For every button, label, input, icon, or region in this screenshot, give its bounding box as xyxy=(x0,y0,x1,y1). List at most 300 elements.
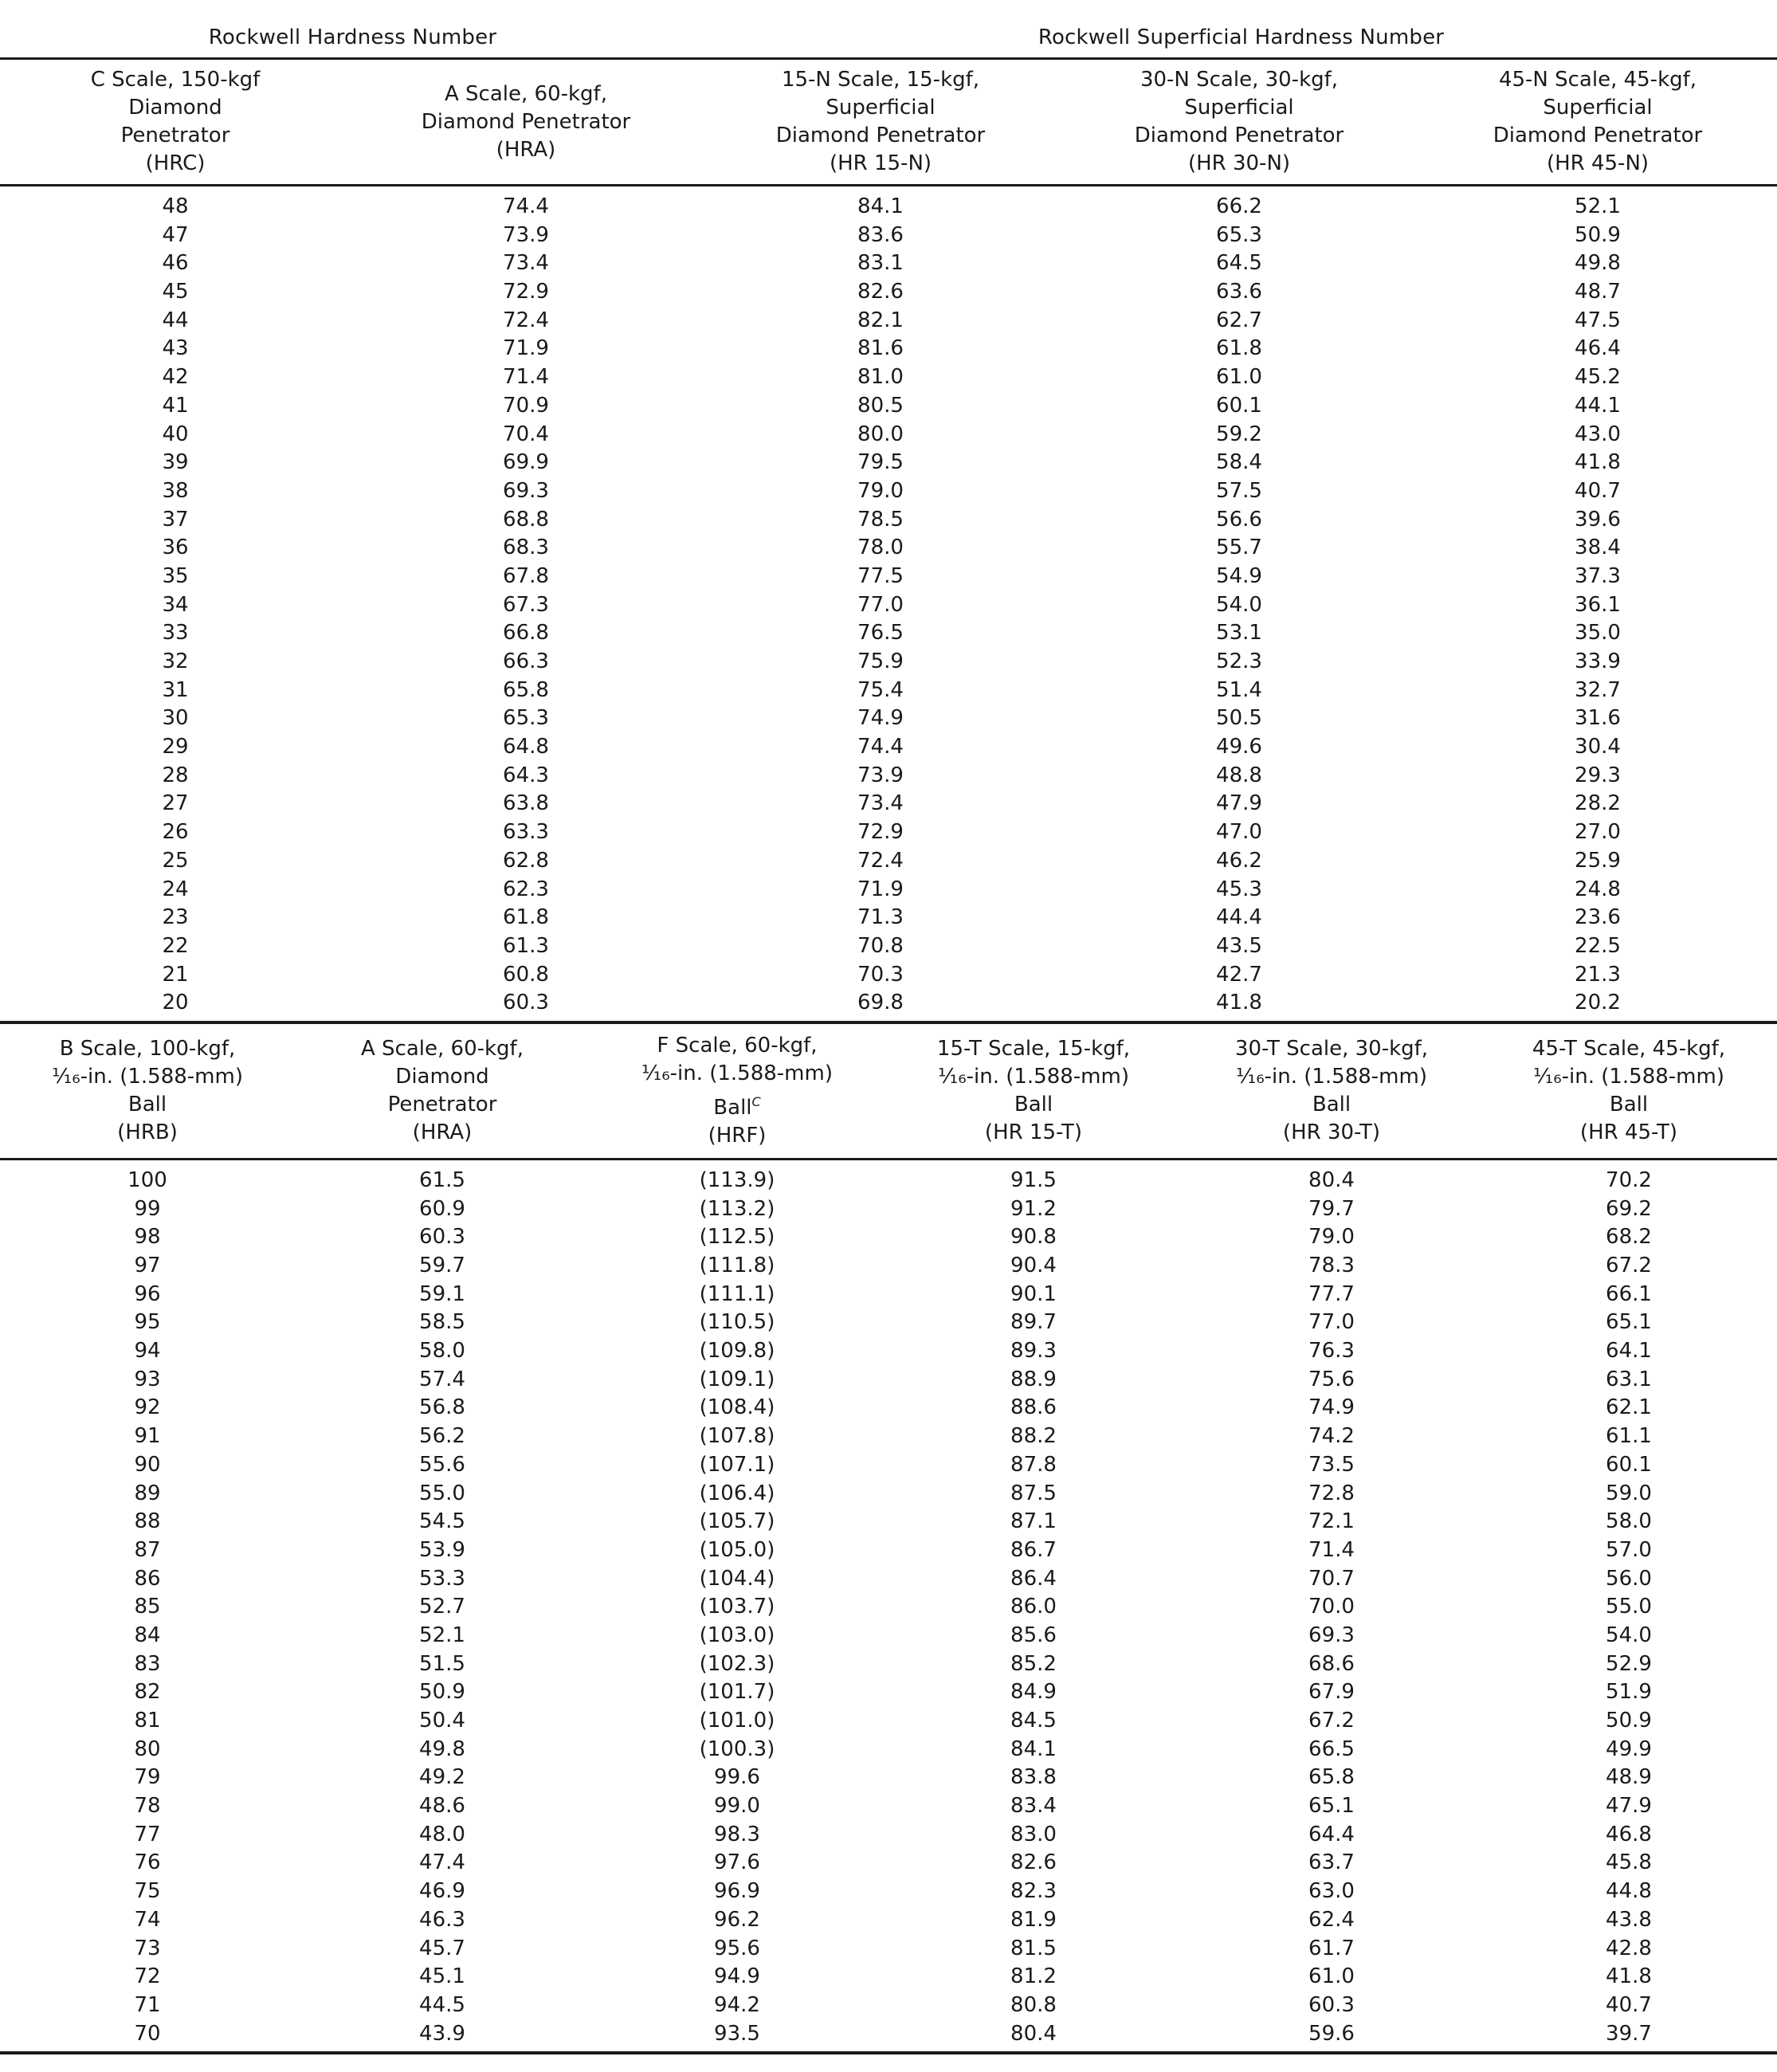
cell-hr15n: 84.1 xyxy=(857,194,904,218)
cell-hr30n: 59.2 xyxy=(1216,422,1262,446)
cell-hrc: 48 xyxy=(162,194,189,218)
table-row xyxy=(0,1281,1777,1309)
cell-hra: 46.9 xyxy=(419,1879,465,1904)
cell-hr15n: 76.5 xyxy=(857,621,904,646)
cell-hr15n: 80.0 xyxy=(857,422,904,446)
cell-hrc: 42 xyxy=(162,365,189,390)
cell-hr30t: 67.2 xyxy=(1308,1709,1355,1733)
cell-hr15t: 80.8 xyxy=(1010,1992,1057,2017)
table-row xyxy=(0,591,1777,620)
cell-hr15n: 81.0 xyxy=(857,365,904,390)
cell-hr30n: 47.9 xyxy=(1216,791,1262,816)
cell-hrc: 38 xyxy=(162,478,189,503)
cell-hr30t: 76.3 xyxy=(1308,1339,1355,1364)
cell-hr15n: 83.6 xyxy=(857,222,904,247)
table-row xyxy=(0,704,1777,733)
cell-hra: 60.9 xyxy=(419,1196,465,1221)
cell-hr30t: 65.8 xyxy=(1308,1765,1355,1790)
cell-hr30n: 58.4 xyxy=(1216,450,1262,475)
cell-hra: 67.3 xyxy=(503,592,549,617)
cell-hr30n: 46.2 xyxy=(1216,848,1262,873)
cell-hr15n: 79.0 xyxy=(857,478,904,503)
cell-hra: 55.6 xyxy=(419,1452,465,1477)
cell-hra: 48.6 xyxy=(419,1794,465,1819)
cell-hra: 51.5 xyxy=(419,1651,465,1676)
table-row xyxy=(0,193,1777,222)
table-row xyxy=(0,1764,1777,1792)
cell-hr30t: 70.0 xyxy=(1308,1595,1355,1619)
cell-hra: 45.7 xyxy=(419,1936,465,1960)
cell-hr15n: 73.9 xyxy=(857,763,904,787)
cell-hr30n: 49.6 xyxy=(1216,735,1262,759)
cell-hrf: (107.8) xyxy=(699,1424,775,1449)
cell-hr45n: 20.2 xyxy=(1575,991,1621,1015)
cell-hr15t: 90.1 xyxy=(1010,1281,1057,1306)
cell-hrf: 96.9 xyxy=(714,1879,760,1904)
cell-hr15t: 87.1 xyxy=(1010,1509,1057,1534)
cell-hr45t: 56.0 xyxy=(1606,1566,1652,1591)
cell-hr45t: 42.8 xyxy=(1606,1936,1652,1960)
cell-hr15n: 78.5 xyxy=(857,507,904,532)
cell-hr30n: 57.5 xyxy=(1216,478,1262,503)
cell-hr30n: 62.7 xyxy=(1216,308,1262,332)
cell-hr30n: 52.3 xyxy=(1216,649,1262,673)
cell-hra: 52.1 xyxy=(419,1623,465,1647)
cell-hr15t: 84.1 xyxy=(1010,1736,1057,1761)
cell-hr15n: 72.4 xyxy=(857,848,904,873)
cell-hr45n: 40.7 xyxy=(1575,478,1621,503)
table-row xyxy=(0,1622,1777,1650)
cell-hrc: 47 xyxy=(162,222,189,247)
cell-hr15t: 86.7 xyxy=(1010,1537,1057,1562)
cell-hrb: 79 xyxy=(134,1765,161,1790)
cell-hr15n: 71.9 xyxy=(857,877,904,901)
cell-hr45t: 50.9 xyxy=(1606,1709,1652,1733)
cell-hr30t: 74.2 xyxy=(1308,1424,1355,1449)
table-row xyxy=(0,222,1777,250)
cell-hrb: 91 xyxy=(134,1424,161,1449)
cell-hr45t: 47.9 xyxy=(1606,1794,1652,1819)
cell-hr45t: 70.2 xyxy=(1606,1167,1652,1192)
cell-hrb: 72 xyxy=(134,1964,161,1989)
cell-hr15t: 85.2 xyxy=(1010,1651,1057,1676)
cell-hr15t: 83.0 xyxy=(1010,1822,1057,1846)
cell-hrf: (104.4) xyxy=(699,1566,775,1591)
cell-hra: 57.4 xyxy=(419,1367,465,1391)
table-row xyxy=(0,1223,1777,1252)
cell-hrf: (103.7) xyxy=(699,1595,775,1619)
cell-hr45t: 41.8 xyxy=(1606,1964,1652,1989)
column-header-hr30n: 30-N Scale, 30-kgf, Superficial Diamond Penetrator (HR 30-N) xyxy=(1134,68,1344,175)
cell-hr30t: 63.7 xyxy=(1308,1850,1355,1875)
cell-hr45t: 48.9 xyxy=(1606,1765,1652,1790)
table-row xyxy=(0,1565,1777,1594)
table-row xyxy=(0,847,1777,876)
cell-hr30t: 62.4 xyxy=(1308,1907,1355,1932)
cell-hr30n: 60.1 xyxy=(1216,393,1262,418)
table-body xyxy=(0,186,1777,1021)
cell-hrc: 43 xyxy=(162,336,189,361)
table-row xyxy=(0,1394,1777,1423)
table-row xyxy=(0,876,1777,905)
cell-hr30t: 64.4 xyxy=(1308,1822,1355,1846)
table-row xyxy=(0,477,1777,506)
cell-hr15t: 81.9 xyxy=(1010,1907,1057,1932)
column-header-hrf: F Scale, 60-kgf, ⅟₁₆-in. (1.588-mm) Ball$^C$ (HRF) xyxy=(641,1033,833,1148)
cell-hrb: 96 xyxy=(134,1281,161,1306)
cell-hr30n: 43.5 xyxy=(1216,933,1262,958)
table-row xyxy=(0,449,1777,477)
cell-hrb: 89 xyxy=(134,1481,161,1505)
cell-hrb: 86 xyxy=(134,1566,161,1591)
cell-hr30n: 42.7 xyxy=(1216,962,1262,987)
cell-hra: 50.9 xyxy=(419,1680,465,1705)
cell-hr15n: 74.9 xyxy=(857,706,904,731)
cell-hr45n: 36.1 xyxy=(1575,592,1621,617)
cell-hrf: (101.0) xyxy=(699,1709,775,1733)
cell-hra: 49.8 xyxy=(419,1736,465,1761)
cell-hr15n: 78.0 xyxy=(857,536,904,560)
cell-hr30n: 61.8 xyxy=(1216,336,1262,361)
cell-hr30n: 54.0 xyxy=(1216,592,1262,617)
table-row xyxy=(0,1451,1777,1480)
cell-hra: 73.4 xyxy=(503,251,549,276)
table-row xyxy=(0,1309,1777,1337)
table-row xyxy=(0,677,1777,705)
cell-hra: 64.3 xyxy=(503,763,549,787)
table-row xyxy=(0,1792,1777,1821)
cell-hrf: (106.4) xyxy=(699,1481,775,1505)
cell-hr45t: 43.8 xyxy=(1606,1907,1652,1932)
cell-hr30n: 56.6 xyxy=(1216,507,1262,532)
cell-hrc: 32 xyxy=(162,649,189,673)
cell-hrc: 41 xyxy=(162,393,189,418)
cell-hr45t: 61.1 xyxy=(1606,1424,1652,1449)
cell-hr45n: 50.9 xyxy=(1575,222,1621,247)
table-row xyxy=(0,1707,1777,1736)
table-row xyxy=(0,904,1777,932)
cell-hrf: (111.1) xyxy=(699,1281,775,1306)
cell-hrc: 23 xyxy=(162,905,189,930)
cell-hr15n: 82.6 xyxy=(857,280,904,304)
cell-hrc: 30 xyxy=(162,706,189,731)
cell-hr30t: 77.7 xyxy=(1308,1281,1355,1306)
cell-hr30t: 60.3 xyxy=(1308,1992,1355,2017)
cell-hrf: (107.1) xyxy=(699,1452,775,1477)
table-row xyxy=(0,307,1777,336)
cell-hr15t: 88.9 xyxy=(1010,1367,1057,1391)
table-row xyxy=(0,421,1777,449)
cell-hr15t: 86.4 xyxy=(1010,1566,1057,1591)
cell-hrc: 46 xyxy=(162,251,189,276)
cell-hr45n: 45.2 xyxy=(1575,365,1621,390)
cell-hr30t: 69.3 xyxy=(1308,1623,1355,1647)
table-row xyxy=(0,278,1777,307)
cell-hr30t: 72.8 xyxy=(1308,1481,1355,1505)
cell-hrf: 94.2 xyxy=(714,1992,760,2017)
cell-hr45n: 28.2 xyxy=(1575,791,1621,816)
table-row xyxy=(0,818,1777,847)
table-row xyxy=(0,392,1777,421)
cell-hr15t: 91.2 xyxy=(1010,1196,1057,1221)
cell-hr30t: 78.3 xyxy=(1308,1254,1355,1277)
cell-hra: 61.5 xyxy=(419,1167,465,1192)
cell-hrc: 35 xyxy=(162,563,189,588)
cell-hrc: 20 xyxy=(162,991,189,1015)
cell-hr45t: 62.1 xyxy=(1606,1395,1652,1420)
cell-hr15t: 90.4 xyxy=(1010,1254,1057,1277)
table-row xyxy=(0,1195,1777,1224)
cell-hrb: 92 xyxy=(134,1395,161,1420)
cell-hr45t: 58.0 xyxy=(1606,1509,1652,1534)
rockwell-c-conversion-table xyxy=(0,0,1777,1024)
cell-hr45n: 25.9 xyxy=(1575,848,1621,873)
cell-hra: 62.3 xyxy=(503,877,549,901)
cell-hrf: (102.3) xyxy=(699,1651,775,1676)
cell-hr15t: 89.7 xyxy=(1010,1310,1057,1335)
column-header-hrc: C Scale, 150-kgf Diamond Penetrator (HRC) xyxy=(90,68,261,175)
cell-hra: 60.3 xyxy=(419,1225,465,1250)
cell-hrc: 21 xyxy=(162,962,189,987)
cell-hr45n: 44.1 xyxy=(1575,393,1621,418)
cell-hr45t: 66.1 xyxy=(1606,1281,1652,1306)
cell-hrb: 76 xyxy=(134,1850,161,1875)
cell-hr15n: 82.1 xyxy=(857,308,904,332)
cell-hr30t: 66.5 xyxy=(1308,1736,1355,1761)
cell-hrb: 80 xyxy=(134,1736,161,1761)
cell-hr45t: 52.9 xyxy=(1606,1651,1652,1676)
cell-hr45t: 65.1 xyxy=(1606,1310,1652,1335)
cell-hr45t: 44.8 xyxy=(1606,1879,1652,1904)
column-header-hr45t: 45-T Scale, 45-kgf, ⅟₁₆-in. (1.588-mm) Ball (HR 45-T) xyxy=(1532,1036,1726,1144)
cell-hr45n: 33.9 xyxy=(1575,649,1621,673)
cell-hr30n: 66.2 xyxy=(1216,194,1262,218)
cell-hr15n: 72.9 xyxy=(857,820,904,845)
cell-hrb: 77 xyxy=(134,1822,161,1846)
cell-hr15n: 70.3 xyxy=(857,962,904,987)
cell-hr15t: 88.2 xyxy=(1010,1424,1057,1449)
cell-hrb: 94 xyxy=(134,1339,161,1364)
column-header-row xyxy=(0,1024,1777,1158)
cell-hr15n: 80.5 xyxy=(857,393,904,418)
cell-hra: 48.0 xyxy=(419,1822,465,1846)
cell-hra: 63.8 xyxy=(503,791,549,816)
table-row xyxy=(0,648,1777,677)
cell-hr30t: 68.6 xyxy=(1308,1651,1355,1676)
cell-hr15t: 88.6 xyxy=(1010,1395,1057,1420)
cell-hr45n: 27.0 xyxy=(1575,820,1621,845)
cell-hr15t: 83.8 xyxy=(1010,1765,1057,1790)
table-row xyxy=(0,932,1777,961)
cell-hr45n: 24.8 xyxy=(1575,877,1621,901)
cell-hrf: (110.5) xyxy=(699,1310,775,1335)
cell-hrc: 26 xyxy=(162,820,189,845)
cell-hrf: (101.7) xyxy=(699,1680,775,1705)
cell-hrf: (100.3) xyxy=(699,1736,775,1761)
cell-hr30n: 48.8 xyxy=(1216,763,1262,787)
table-row xyxy=(0,1167,1777,1195)
cell-hr30t: 61.7 xyxy=(1308,1936,1355,1960)
column-header-hrb: B Scale, 100-kgf, ⅟₁₆-in. (1.588-mm) Ball (HRB) xyxy=(52,1036,243,1144)
cell-hr45n: 52.1 xyxy=(1575,194,1621,218)
table-row xyxy=(0,733,1777,762)
table-row xyxy=(0,249,1777,278)
cell-hra: 62.8 xyxy=(503,848,549,873)
column-header-hra: A Scale, 60-kgf, Diamond Penetrator (HRA) xyxy=(361,1036,524,1144)
table-row xyxy=(0,1337,1777,1366)
cell-hrc: 40 xyxy=(162,422,189,446)
cell-hr30n: 63.6 xyxy=(1216,280,1262,304)
cell-hr15n: 70.8 xyxy=(857,933,904,958)
cell-hr15t: 81.2 xyxy=(1010,1964,1057,1989)
cell-hr30t: 65.1 xyxy=(1308,1794,1355,1819)
cell-hr45t: 68.2 xyxy=(1606,1225,1652,1250)
cell-hr15t: 89.3 xyxy=(1010,1339,1057,1364)
cell-hr15n: 83.1 xyxy=(857,251,904,276)
cell-hr15t: 87.8 xyxy=(1010,1452,1057,1477)
cell-hra: 61.3 xyxy=(503,933,549,958)
cell-hrf: 97.6 xyxy=(714,1850,760,1875)
cell-hr30t: 74.9 xyxy=(1308,1395,1355,1420)
cell-hr30n: 41.8 xyxy=(1216,991,1262,1015)
cell-hrf: 94.9 xyxy=(714,1964,760,1989)
cell-hr15t: 86.0 xyxy=(1010,1595,1057,1619)
cell-hr45t: 45.8 xyxy=(1606,1850,1652,1875)
cell-hr30t: 80.4 xyxy=(1308,1167,1355,1192)
table-row xyxy=(0,1935,1777,1964)
cell-hra: 47.4 xyxy=(419,1850,465,1875)
cell-hr15t: 87.5 xyxy=(1010,1481,1057,1505)
cell-hrf: 98.3 xyxy=(714,1822,760,1846)
cell-hr15n: 81.6 xyxy=(857,336,904,361)
cell-hr45n: 30.4 xyxy=(1575,735,1621,759)
cell-hr30n: 50.5 xyxy=(1216,706,1262,731)
cell-hra: 59.1 xyxy=(419,1281,465,1306)
cell-hrb: 85 xyxy=(134,1595,161,1619)
cell-hr15n: 73.4 xyxy=(857,791,904,816)
cell-hr30t: 70.7 xyxy=(1308,1566,1355,1591)
table-row xyxy=(0,1821,1777,1850)
cell-hrb: 93 xyxy=(134,1367,161,1391)
table-row xyxy=(0,790,1777,818)
cell-hr30t: 61.0 xyxy=(1308,1964,1355,1989)
cell-hrb: 82 xyxy=(134,1680,161,1705)
table-row xyxy=(0,989,1777,1018)
cell-hra: 45.1 xyxy=(419,1964,465,1989)
cell-hra: 59.7 xyxy=(419,1254,465,1277)
cell-hra: 69.9 xyxy=(503,450,549,475)
cell-hrb: 78 xyxy=(134,1794,161,1819)
group-header-row xyxy=(0,0,1777,57)
cell-hr15t: 85.6 xyxy=(1010,1623,1057,1647)
cell-hr15n: 79.5 xyxy=(857,450,904,475)
cell-hrc: 28 xyxy=(162,763,189,787)
cell-hra: 54.5 xyxy=(419,1509,465,1534)
cell-hr15t: 80.4 xyxy=(1010,2021,1057,2046)
cell-hr45t: 51.9 xyxy=(1606,1680,1652,1705)
table-row xyxy=(0,1963,1777,1992)
table-row xyxy=(0,619,1777,648)
group-header-rockwell-superficial: Rockwell Superficial Hardness Number xyxy=(1038,26,1445,49)
group-header-rockwell: Rockwell Hardness Number xyxy=(208,26,497,49)
cell-hra: 60.3 xyxy=(503,991,549,1015)
cell-hrb: 83 xyxy=(134,1651,161,1676)
cell-hra: 65.8 xyxy=(503,677,549,702)
table-row xyxy=(0,1849,1777,1878)
cell-hra: 67.8 xyxy=(503,563,549,588)
cell-hrf: (113.2) xyxy=(699,1196,775,1221)
table-row xyxy=(0,961,1777,990)
cell-hrc: 29 xyxy=(162,735,189,759)
cell-hrb: 88 xyxy=(134,1509,161,1534)
cell-hr45t: 40.7 xyxy=(1606,1992,1652,2017)
cell-hr30t: 72.1 xyxy=(1308,1509,1355,1534)
cell-hrf: (103.0) xyxy=(699,1623,775,1647)
cell-hr45t: 59.0 xyxy=(1606,1481,1652,1505)
table-body xyxy=(0,1160,1777,2051)
cell-hr45n: 43.0 xyxy=(1575,422,1621,446)
cell-hr45t: 55.0 xyxy=(1606,1595,1652,1619)
cell-hrc: 45 xyxy=(162,280,189,304)
cell-hra: 74.4 xyxy=(503,194,549,218)
column-header-hr45n: 45-N Scale, 45-kgf, Superficial Diamond Penetrator (HR 45-N) xyxy=(1493,68,1703,175)
cell-hr30n: 61.0 xyxy=(1216,365,1262,390)
cell-hrc: 44 xyxy=(162,308,189,332)
table-row xyxy=(0,1878,1777,1906)
table-row xyxy=(0,2020,1777,2049)
cell-hr15t: 91.5 xyxy=(1010,1167,1057,1192)
cell-hr30t: 79.7 xyxy=(1308,1196,1355,1221)
cell-hr30n: 53.1 xyxy=(1216,621,1262,646)
cell-hr15t: 84.5 xyxy=(1010,1709,1057,1733)
cell-hr45t: 67.2 xyxy=(1606,1254,1652,1277)
cell-hr45n: 48.7 xyxy=(1575,280,1621,304)
table-row xyxy=(0,1906,1777,1935)
cell-hra: 68.3 xyxy=(503,536,549,560)
cell-hr30t: 67.9 xyxy=(1308,1680,1355,1705)
cell-hra: 60.8 xyxy=(503,962,549,987)
cell-hra: 66.8 xyxy=(503,621,549,646)
cell-hra: 65.3 xyxy=(503,706,549,731)
cell-hrf: (109.8) xyxy=(699,1339,775,1364)
cell-hra: 70.9 xyxy=(503,393,549,418)
table-bottom-rule xyxy=(0,2051,1777,2054)
cell-hra: 56.8 xyxy=(419,1395,465,1420)
cell-hra: 55.0 xyxy=(419,1481,465,1505)
cell-hr30t: 77.0 xyxy=(1308,1310,1355,1335)
cell-hr15t: 82.3 xyxy=(1010,1879,1057,1904)
cell-hra: 71.4 xyxy=(503,365,549,390)
cell-hr45t: 39.7 xyxy=(1606,2021,1652,2046)
cell-hra: 53.9 xyxy=(419,1537,465,1562)
cell-hr45n: 31.6 xyxy=(1575,706,1621,731)
cell-hra: 61.8 xyxy=(503,905,549,930)
cell-hrb: 99 xyxy=(134,1196,161,1221)
cell-hr45n: 41.8 xyxy=(1575,450,1621,475)
cell-hr30n: 51.4 xyxy=(1216,677,1262,702)
table-row xyxy=(0,1366,1777,1395)
cell-hr45t: 63.1 xyxy=(1606,1367,1652,1391)
cell-hr45n: 47.5 xyxy=(1575,308,1621,332)
cell-hr30n: 45.3 xyxy=(1216,877,1262,901)
cell-hrc: 37 xyxy=(162,507,189,532)
cell-hra: 66.3 xyxy=(503,649,549,673)
cell-hra: 56.2 xyxy=(419,1424,465,1449)
cell-hr15n: 69.8 xyxy=(857,991,904,1015)
cell-hra: 64.8 xyxy=(503,735,549,759)
cell-hrb: 100 xyxy=(127,1167,167,1192)
cell-hr30n: 47.0 xyxy=(1216,820,1262,845)
